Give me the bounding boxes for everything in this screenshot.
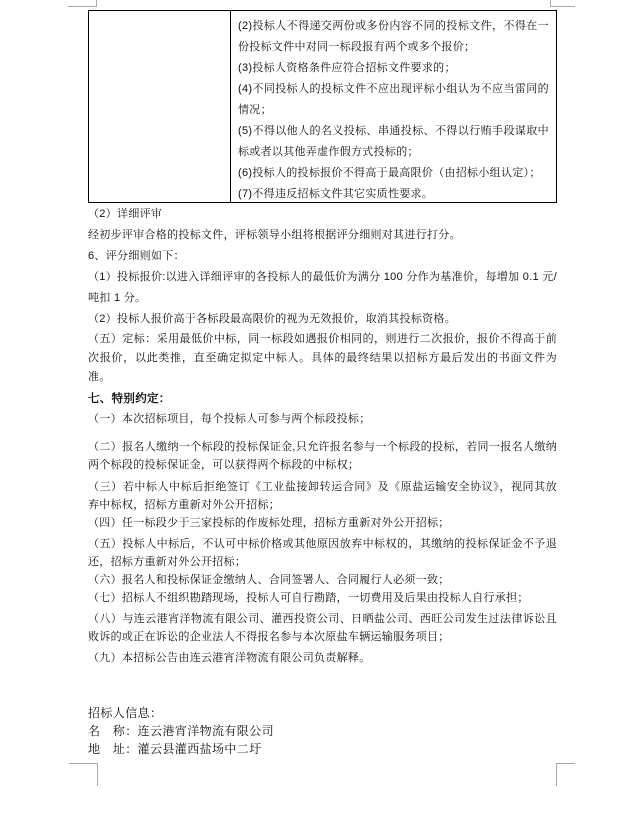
criteria-table-right-cell: [231, 11, 556, 202]
paragraph-review-scoring: 经初步评审合格的投标文件，评标领导小组将根据评分细则对其进行打分。: [88, 229, 461, 241]
special-term-item: （八）与连云港宵洋物流有限公司、灌西投资公司、日晒盐公司、西旺公司发生过法律诉讼且败诉的或正在诉讼的企业法人不得报名参与本次原盐车辆运输服务项目；: [88, 613, 557, 643]
criteria-item: (6)投标人的投标报价不得高于最高限价（由招标小组认定）；: [238, 167, 541, 179]
tenderer-address: 地 址：灌云县灌西盐场中二圩: [88, 742, 262, 756]
special-term-item: （六）报名人和投标保证金缴纳人、合同签署人、合同履行人必须一致；: [88, 574, 450, 586]
special-term-item: （二）报名人缴纳一个标段的投标保证金,只允许报名参与一个标段的投标，若同一报名人缴纳两个标段的投标保证金，可以获得两个标段的中标权；: [88, 441, 557, 471]
tenderer-info: [88, 704, 488, 758]
criteria-table: [88, 10, 557, 203]
special-term-item: （四）任一标段少于三家投标的作废标处理，招标方重新对外公开招标；: [88, 517, 450, 529]
tenderer-info-heading: 招标人信息：: [88, 706, 163, 720]
special-terms-heading: 七、特别约定：: [88, 393, 171, 405]
special-term-item: （一）本次招标项目，每个投标人可参与两个标段投标；: [88, 413, 371, 425]
crop-mark-bottom-left-icon: [69, 763, 98, 786]
special-term-item: （九）本招标公告由连云港宵洋物流有限公司负责解释。: [88, 652, 371, 664]
document-body: [88, 204, 557, 667]
paragraph-scoring-rules-heading: 6、评分细则如下：: [88, 250, 185, 262]
crop-mark-bottom-right-icon: [556, 763, 575, 786]
criteria-item: (4)不同投标人的投标文件不应出现评标小组认为不应当雷同的情况；: [238, 83, 549, 116]
crop-mark-top-right-icon: [550, 0, 575, 7]
paragraph-invalid-bid-rule: （2）投标人报价高于各标段最高限价的视为无效报价，取消其投标资格。: [88, 313, 457, 325]
criteria-table-left-cell: [89, 11, 231, 202]
special-term-item: （七）招标人不组织勘踏现场，投标人可自行勘踏，一切费用及后果由投标人自行承担；: [88, 592, 529, 604]
crop-mark-top-left-icon: [68, 0, 97, 7]
tenderer-name: 名 称：连云港宵洋物流有限公司: [88, 724, 275, 738]
criteria-item: (5)不得以他人的名义投标、串通投标、不得以行贿手段谋取中标或者以其他弄虚作假方式投标的；: [238, 125, 549, 158]
paragraph-detailed-review: （2）详细评审: [88, 208, 163, 220]
special-term-item: （三）若中标人中标后拒绝签订《工业盐接卸转运合同》及《原盐运输安全协议》，视同其放弃中标权，招标方重新对外公开招标；: [88, 481, 557, 511]
criteria-item: (2)投标人不得递交两份或多份内容不同的投标文件，不得在一份投标文件中对同一标段报有两个或多个报价；: [238, 20, 549, 53]
paragraph-award-rule: （五）定标：采用最低价中标，同一标段如遇报价相同的，则进行二次报价，报价不得高于前次报价，以此类推，直至确定拟定中标人。具体的最终结果以招标方最后发出的书面文件为准。: [88, 333, 557, 383]
special-term-item: （五）投标人中标后，不认可中标价格或其他原因放弃中标权的，其缴纳的投标保证金不予退还，招标方重新对外公开招标；: [88, 538, 557, 568]
criteria-item: (7)不得违反招标文件其它实质性要求。: [238, 188, 434, 200]
criteria-item: (3)投标人资格条件应符合招标文件要求的；: [238, 62, 456, 74]
paragraph-bid-price-rule: （1）投标报价:以进入详细评审的各投标人的最低价为满分 100 分作为基准价，每增加 0.1 元/吨扣 1 分。: [88, 271, 557, 304]
